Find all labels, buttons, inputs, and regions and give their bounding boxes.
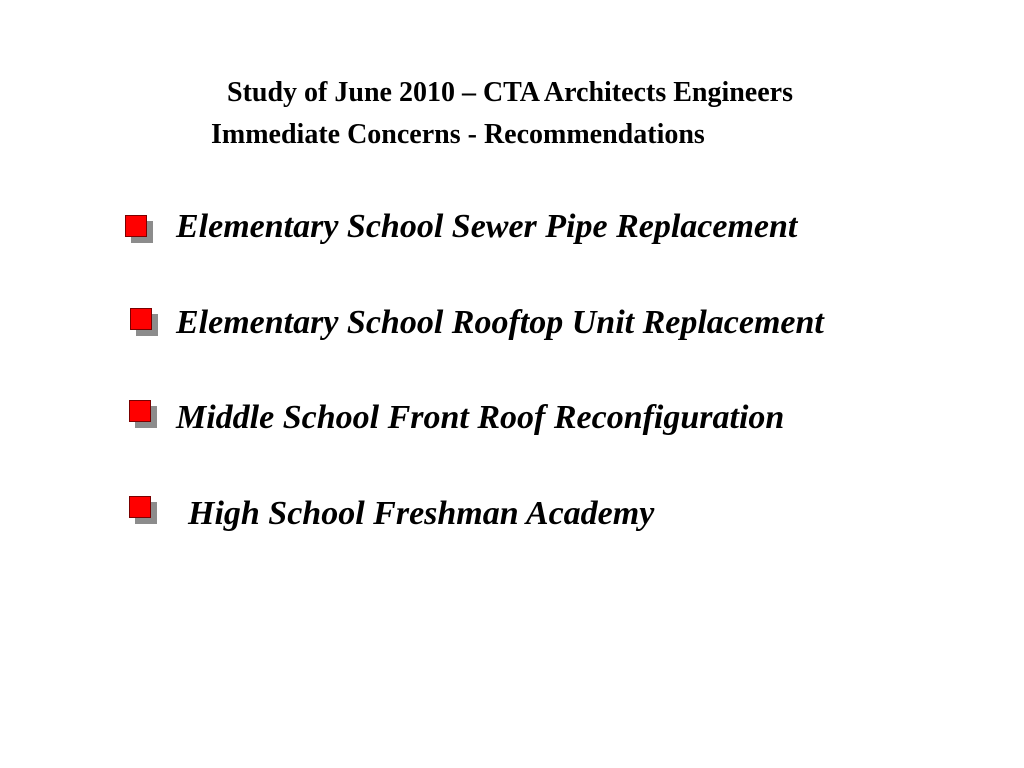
bullet-item-rooftop-unit (0, 303, 1024, 347)
bullet-text: Elementary School Sewer Pipe Replacement (176, 208, 798, 245)
bullet-item-freshman-academy (0, 494, 1024, 538)
red-square-bullet-icon (129, 496, 151, 518)
bullet-text: Elementary School Rooftop Unit Replacement (176, 304, 824, 341)
red-square-bullet-icon (125, 215, 147, 237)
slide-subtitle-line: Immediate Concerns - Recommendations (211, 119, 705, 150)
bullet-item-sewer-pipe (0, 207, 1024, 251)
bullet-text: Middle School Front Roof Reconfiguration (176, 399, 785, 436)
red-square-bullet-icon (129, 400, 151, 422)
bullet-text: High School Freshman Academy (188, 495, 655, 532)
red-square-bullet-icon (130, 308, 152, 330)
bullet-item-front-roof (0, 398, 1024, 442)
slide-title-line-1: Study of June 2010 – CTA Architects Engineers (227, 77, 793, 108)
